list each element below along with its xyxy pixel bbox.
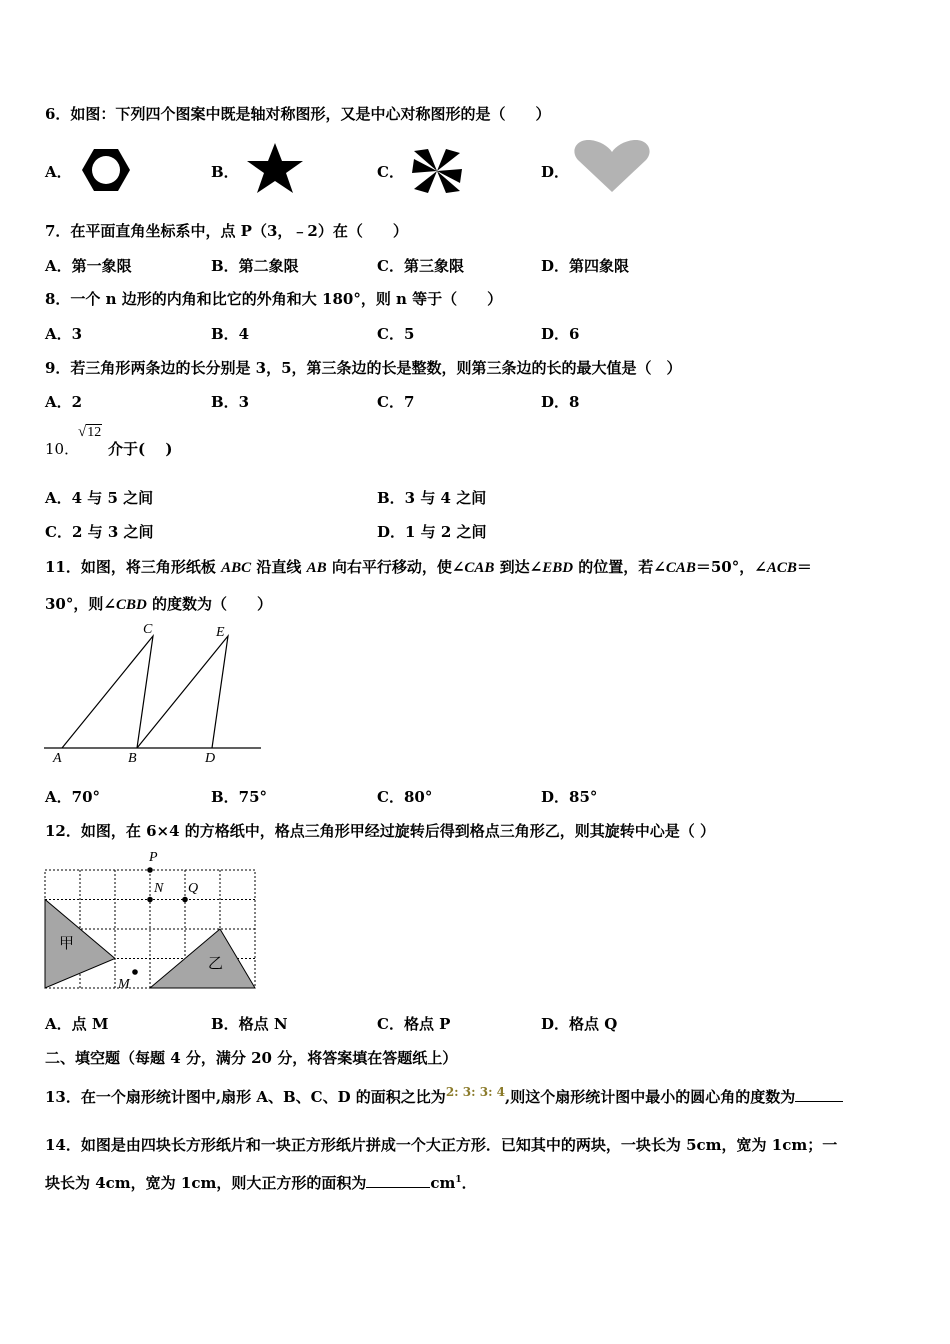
label-jia: 甲 (59, 934, 75, 952)
q6-option-d: D． (541, 163, 570, 181)
q12-option-a: A．点 M (45, 1015, 109, 1033)
q9-option-c: C．7 (377, 393, 415, 411)
q14-line1: 14．如图是由四块长方形纸片和一块正方形纸片拼成一个大正方形．已知其中的两块，一块长为 5cm，宽为 1cm；一 (45, 1136, 838, 1154)
q7-option-d: D．第四象限 (541, 257, 630, 275)
q14-answer-blank[interactable] (366, 1187, 430, 1188)
hexagon-ring-icon (80, 147, 132, 193)
point-m (132, 969, 138, 975)
q13-ratio: 2: 3: 3: 4 (445, 1085, 506, 1099)
point-n (147, 897, 153, 903)
q10-suffix: 介于( ) (108, 440, 173, 458)
point-p (147, 867, 153, 873)
q9-option-b: B．3 (211, 393, 250, 411)
q10-number: 10． (45, 440, 80, 458)
q7-text: 7．在平面直角坐标系中，点 P（3，﹣2）在（ ） (45, 222, 408, 240)
q8-text: 8．一个 n 边形的内角和比它的外角和大 180°，则 n 等于（ ） (45, 290, 503, 308)
q8-option-a: A．3 (45, 325, 83, 343)
q11-option-b: B．75° (211, 788, 268, 806)
label-e: E (216, 625, 225, 640)
q6-option-a: A． (45, 163, 72, 181)
q11-translation-figure (40, 618, 265, 770)
label-c: C (143, 622, 153, 637)
q11-line2: 30°，则∠CBD 的度数为（ ） (45, 595, 273, 613)
label-b: B (128, 751, 137, 766)
q12-grid-figure (40, 845, 265, 995)
q7-option-b: B．第二象限 (211, 257, 299, 275)
q9-option-a: A．2 (45, 393, 83, 411)
q8-option-d: D．6 (541, 325, 580, 343)
q6-option-b: B． (211, 163, 239, 181)
q6-text: 6．如图：下列四个图案中既是轴对称图形，又是中心对称图形的是（ ） (45, 105, 551, 123)
q11-line1: 11．如图，将三角形纸板 ABC 沿直线 AB 向右平行移动，使∠CAB 到达∠EBD 的位置，若∠CAB＝50°，∠ACB＝ (45, 558, 812, 576)
point-q (182, 897, 188, 903)
label-q: Q (188, 881, 199, 896)
q13-text: 13．在一个扇形统计图中,扇形 A、B、C、D 的面积之比为$^{2: 3: 3: 4}$,则这个扇形统计图中最小的圆心角的度数为 (45, 1085, 843, 1107)
star-icon (245, 142, 305, 194)
label-d: D (205, 751, 216, 766)
section-2-title: 二、填空题（每题 4 分，满分 20 分，将答案填在答题纸上） (45, 1049, 458, 1067)
q9-text: 9．若三角形两条边的长分别是 3，5，第三条边的长是整数，则第三条边的长的最大值是（ ） (45, 359, 682, 377)
q13-answer-blank[interactable] (795, 1101, 843, 1102)
label-m: M (118, 977, 130, 992)
pinwheel-icon (410, 147, 464, 195)
q7-option-a: A．第一象限 (45, 257, 132, 275)
q14-line2: 块长为 4cm，宽为 1cm，则大正方形的面积为 $cm^1$． (45, 1174, 477, 1192)
q8-option-b: B．4 (211, 325, 250, 343)
q8-option-c: C．5 (377, 325, 415, 343)
label-p: P (149, 850, 158, 865)
triangle-abc (62, 636, 153, 748)
q11-option-c: C．80° (377, 788, 433, 806)
q10-option-d: D．1 与 2 之间 (377, 523, 487, 541)
q12-option-d: D．格点 Q (541, 1015, 618, 1033)
q7-option-c: C．第三象限 (377, 257, 464, 275)
sqrt-12: √12 (78, 424, 102, 440)
q10-option-b: B．3 与 4 之间 (377, 489, 487, 507)
q9-option-d: D．8 (541, 393, 580, 411)
q12-option-c: C．格点 P (377, 1015, 451, 1033)
q12-option-b: B．格点 N (211, 1015, 288, 1033)
label-n: N (154, 881, 164, 896)
heart-icon (572, 138, 652, 194)
q11-option-a: A．70° (45, 788, 101, 806)
label-a: A (53, 751, 62, 766)
q10-option-a: A．4 与 5 之间 (45, 489, 154, 507)
q10-option-c: C．2 与 3 之间 (45, 523, 154, 541)
q11-option-d: D．85° (541, 788, 598, 806)
sqrt-radicand: 12 (87, 425, 102, 440)
label-yi: 乙 (208, 954, 224, 972)
q12-text: 12．如图，在 6×4 的方格纸中，格点三角形甲经过旋转后得到格点三角形乙，则其旋转中心是（ ） (45, 822, 715, 840)
q6-option-c: C． (377, 163, 404, 181)
